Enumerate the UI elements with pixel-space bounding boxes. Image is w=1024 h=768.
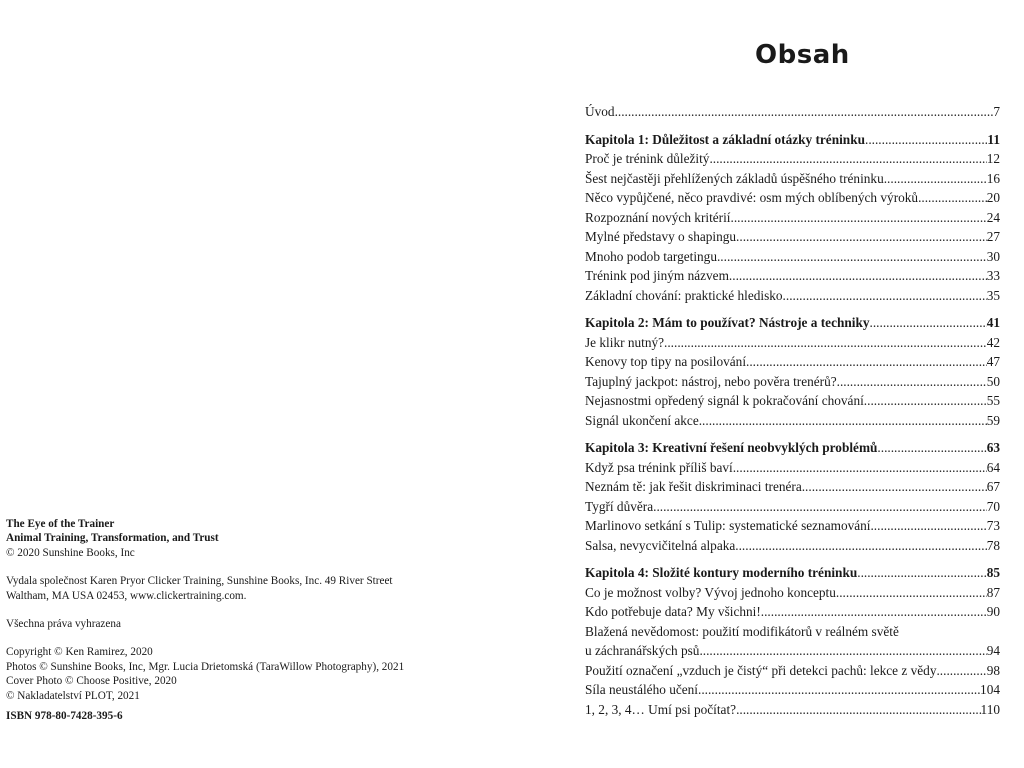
toc-entry-label: Tajuplný jackpot: nástroj, nebo pověra trenérů? xyxy=(585,373,837,389)
toc-leader-dots xyxy=(870,313,987,333)
toc-entry-label: Mylné představy o shapingu xyxy=(585,229,737,244)
toc-chapter-page: 63 xyxy=(986,440,1000,455)
isbn: ISBN 978-80-7428-395-6 xyxy=(6,710,123,723)
toc-entry-page: 55 xyxy=(986,393,1000,408)
toc-leader-dots xyxy=(709,149,986,169)
toc-leader-dots xyxy=(865,130,987,150)
toc-entry-label: Blažená nevědomost: použití modifikátorů v reálném světě xyxy=(585,623,899,639)
toc-entry-page: 33 xyxy=(986,268,1000,283)
toc-entry-page: 70 xyxy=(986,498,1000,514)
toc-chapter-1[interactable] xyxy=(585,130,1000,150)
toc-entry[interactable] xyxy=(585,352,1000,372)
toc-chapter-page: 85 xyxy=(986,565,1000,580)
toc-entry[interactable] xyxy=(585,208,1000,228)
toc-leader-dots xyxy=(735,536,986,556)
toc-entry-page: 50 xyxy=(986,373,1000,389)
toc-entry[interactable] xyxy=(585,411,1000,431)
toc-entry-page: 90 xyxy=(986,604,1000,619)
imprint-block xyxy=(6,517,466,723)
right-page xyxy=(512,0,1024,768)
toc-entry-label: Salsa, nevycvičitelná alpaka xyxy=(585,537,736,553)
toc-entry[interactable] xyxy=(585,661,1000,681)
author-copyright: Copyright © Ken Ramirez, 2020 xyxy=(6,646,153,659)
toc-entry-label: Neznám tě: jak řešit diskriminaci trenéra xyxy=(585,479,802,494)
toc-entry-label: Co je možnost volby? Vývoj jednoho konceptu xyxy=(585,584,836,600)
toc-leader-dots xyxy=(733,458,987,478)
toc-leader-dots xyxy=(653,497,987,517)
toc-leader-dots xyxy=(729,266,987,286)
toc-entry[interactable] xyxy=(585,458,1000,478)
toc-entry-page: 73 xyxy=(986,518,1000,533)
toc-leader-dots xyxy=(664,333,987,353)
toc-title: Obsah xyxy=(755,40,850,70)
toc-entry[interactable] xyxy=(585,536,1000,556)
toc-entry[interactable] xyxy=(585,169,1000,189)
toc-entry-page: 104 xyxy=(980,682,1000,697)
toc-leader-dots xyxy=(802,477,987,497)
toc-entry[interactable] xyxy=(585,497,1000,517)
toc-chapter-label: Kapitola 4: Složité kontury moderního tréninku xyxy=(585,565,858,580)
toc-entry-page: 64 xyxy=(986,459,1000,475)
toc-entry-label: Šest nejčastěji přehlížených základů úspěšného tréninku xyxy=(585,170,884,186)
toc-entry-label: Síla neustálého učení xyxy=(585,682,698,697)
toc-entry-page: 16 xyxy=(986,170,1000,186)
toc-entry-page: 24 xyxy=(986,209,1000,225)
toc-leader-dots xyxy=(717,247,987,267)
table-of-contents xyxy=(585,102,1000,719)
toc-entry-label: Když psa trénink příliš baví xyxy=(585,459,733,475)
toc-entry-label: Signál ukončení akce xyxy=(585,412,699,428)
toc-entry[interactable] xyxy=(585,622,1000,661)
toc-leader-dots xyxy=(736,227,987,247)
czech-publisher-copyright: © Nakladatelství PLOT, 2021 xyxy=(6,689,140,702)
toc-entry-page: 94 xyxy=(986,643,1000,658)
toc-entry-intro[interactable] xyxy=(585,102,1000,122)
toc-chapter-label: Kapitola 3: Kreativní řešení neobvyklých problémů xyxy=(585,440,878,455)
toc-entry-page: 78 xyxy=(986,537,1000,553)
toc-leader-dots xyxy=(746,352,987,372)
toc-leader-dots xyxy=(918,188,987,208)
toc-leader-dots xyxy=(864,391,987,411)
toc-leader-dots xyxy=(698,680,980,700)
toc-entry-label: Nejasnostmi opředený signál k pokračování chování xyxy=(585,393,864,408)
toc-entry-label: Úvod xyxy=(585,104,615,119)
toc-leader-dots xyxy=(761,602,987,622)
toc-entry-label: Něco vypůjčené, něco pravdivé: osm mých oblíbených výroků xyxy=(585,190,919,205)
toc-entry[interactable] xyxy=(585,680,1000,700)
toc-leader-dots xyxy=(870,516,986,536)
toc-entry-page: 59 xyxy=(986,412,1000,428)
toc-leader-dots xyxy=(936,661,986,681)
toc-entry-label-continued: u záchranářských psů xyxy=(585,643,700,658)
toc-entry-label: Tygří důvěra xyxy=(585,498,654,514)
toc-leader-dots xyxy=(731,208,987,228)
toc-entry[interactable] xyxy=(585,227,1000,247)
toc-entry-page: 110 xyxy=(980,701,1000,717)
toc-entry-label: Mnoho podob targetingu xyxy=(585,248,717,264)
toc-entry[interactable] xyxy=(585,391,1000,411)
toc-entry-page: 7 xyxy=(993,104,1000,119)
toc-leader-dots xyxy=(699,411,987,431)
toc-entry-label: Rozpoznání nových kritérií xyxy=(585,209,731,225)
toc-entry-page: 98 xyxy=(986,662,1000,678)
toc-chapter-label: Kapitola 1: Důležitost a základní otázky tréninku xyxy=(585,131,865,147)
toc-entry-page: 27 xyxy=(986,229,1000,244)
toc-entry[interactable] xyxy=(585,149,1000,169)
toc-entry[interactable] xyxy=(585,477,1000,497)
toc-entry-page: 67 xyxy=(986,479,1000,494)
toc-chapter-page: 41 xyxy=(986,315,1000,330)
toc-entry[interactable] xyxy=(585,188,1000,208)
toc-leader-dots xyxy=(836,583,987,603)
original-book-title: The Eye of the Trainer xyxy=(6,518,115,530)
toc-entry-page: 42 xyxy=(986,334,1000,350)
publisher-line-1: Vydala společnost Karen Pryor Clicker Training, Sunshine Books, Inc. 49 River Street xyxy=(6,575,393,588)
toc-leader-dots xyxy=(877,438,986,458)
toc-entry-page: 47 xyxy=(986,354,1000,369)
original-book-subtitle: Animal Training, Transformation, and Trust xyxy=(6,532,219,545)
toc-entry-label: Trénink pod jiným názvem xyxy=(585,268,729,283)
toc-leader-dots xyxy=(837,372,987,392)
toc-chapter-4[interactable] xyxy=(585,563,1000,583)
toc-entry[interactable] xyxy=(585,286,1000,306)
toc-entry[interactable] xyxy=(585,266,1000,286)
toc-entry-page: 35 xyxy=(986,287,1000,303)
toc-entry-label: Základní chování: praktické hledisko xyxy=(585,287,783,303)
toc-leader-dots xyxy=(857,563,986,583)
toc-chapter-3[interactable] xyxy=(585,438,1000,458)
toc-entry-label: Je klikr nutný? xyxy=(585,334,665,350)
toc-entry-label: Použití označení „vzduch je čistý“ při detekci pachů: lekce z vědy xyxy=(585,662,937,678)
toc-entry-label: Marlinovo setkání s Tulip: systematické seznamování xyxy=(585,518,871,533)
toc-chapter-page: 11 xyxy=(987,131,1000,147)
toc-leader-dots xyxy=(783,286,987,306)
toc-entry-page: 87 xyxy=(986,584,1000,600)
toc-chapter-2[interactable] xyxy=(585,313,1000,333)
toc-leader-dots xyxy=(884,169,987,189)
toc-entry-page: 20 xyxy=(986,190,1000,205)
toc-entry[interactable] xyxy=(585,700,1000,720)
toc-entry[interactable] xyxy=(585,602,1000,622)
toc-entry-label: Proč je trénink důležitý xyxy=(585,151,710,166)
toc-entry-label: Kenovy top tipy na posilování xyxy=(585,354,747,369)
toc-entry-continuation xyxy=(585,641,1000,661)
toc-leader-dots xyxy=(736,700,980,720)
toc-entry[interactable] xyxy=(585,583,1000,603)
toc-entry-label: Kdo potřebuje data? My všichni! xyxy=(585,604,761,619)
toc-entry[interactable] xyxy=(585,333,1000,353)
toc-entry-label: 1, 2, 3, 4… Umí psi počítat? xyxy=(585,701,737,717)
cover-photo-credit: Cover Photo © Choose Positive, 2020 xyxy=(6,675,177,688)
publisher-line-2: Waltham, MA USA 02453, www.clickertraining.com. xyxy=(6,589,247,602)
toc-leader-dots xyxy=(699,641,986,661)
rights-notice: Všechna práva vyhrazena xyxy=(6,618,121,631)
toc-entry-page: 30 xyxy=(986,248,1000,264)
toc-entry[interactable] xyxy=(585,516,1000,536)
toc-entry[interactable] xyxy=(585,247,1000,267)
toc-entry-page: 12 xyxy=(986,151,1000,166)
toc-entry[interactable] xyxy=(585,372,1000,392)
toc-leader-dots xyxy=(615,102,994,122)
original-copyright: © 2020 Sunshine Books, Inc xyxy=(6,546,135,559)
photos-credit: Photos © Sunshine Books, Inc, Mgr. Lucia Drietomská (TaraWillow Photography), 2021 xyxy=(6,660,405,673)
toc-chapter-label: Kapitola 2: Mám to používat? Nástroje a techniky xyxy=(585,315,870,330)
